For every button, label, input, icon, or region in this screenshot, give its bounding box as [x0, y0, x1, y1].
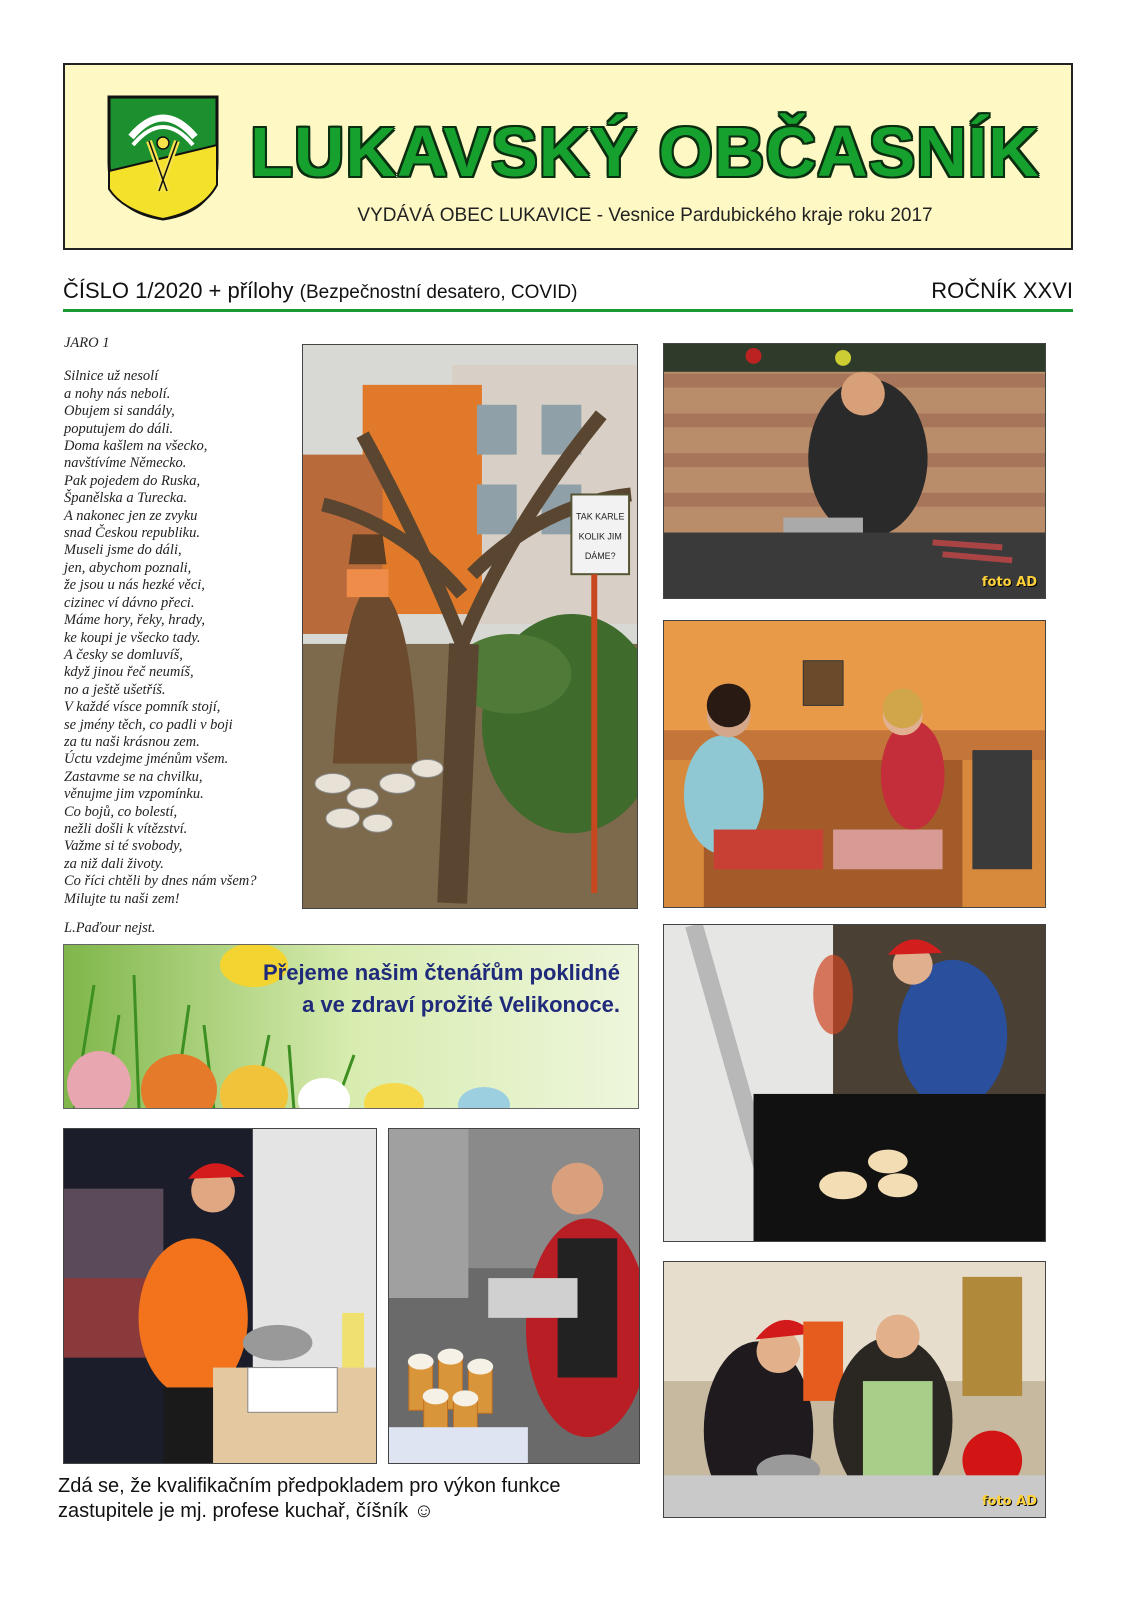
poem-line: cizinec ví dávno přeci.	[64, 594, 195, 611]
poem-line: Španělska a Turecka.	[64, 490, 188, 507]
poem-title: JARO 1	[64, 335, 110, 351]
newsletter-subtitle: VYDÁVÁ OBEC LUKAVICE - Vesnice Pardubického kraje roku 2017	[357, 205, 933, 226]
photo-credit: foto AD	[981, 1494, 1037, 1509]
photo-credit: foto AD	[981, 575, 1037, 590]
issue-volume: ROČNÍK XXVI	[931, 278, 1073, 303]
svg-text:TAK KARLE: TAK KARLE	[575, 511, 625, 522]
poem-line: nežli došli k vítězství.	[64, 820, 188, 837]
photo-caption	[58, 1474, 658, 1524]
photo-orange-vest	[63, 1128, 377, 1464]
issue-attachments: (Bezpečnostní desatero, COVID)	[299, 282, 578, 303]
poem-line: no a ještě ušetříš.	[64, 681, 166, 698]
poem-line: ke koupi je všecko tady.	[64, 629, 201, 646]
poem-line: Doma kašlem na všecko,	[64, 438, 208, 455]
poem-line: věnujme jim vzpomínku.	[64, 786, 204, 803]
poem-line: Važme si té svobody,	[64, 838, 183, 855]
poem-line: jen, abychom poznali,	[64, 559, 192, 576]
poem-line: Obujem si sandály,	[64, 403, 175, 420]
easter-greeting	[263, 957, 620, 1021]
easter-greeting-line2: a ve zdraví prožité Velikonoce.	[302, 992, 620, 1017]
poem-line: Milujte tu naši zem!	[64, 890, 180, 907]
poem-line: V každé vísce pomník stojí,	[64, 699, 221, 716]
poem-line: se jmény těch, co padli v boji	[64, 716, 233, 733]
poem-line: navštívíme Německo.	[64, 455, 187, 472]
photo-santa-cooks	[663, 1261, 1046, 1518]
issue-line	[63, 278, 1073, 312]
poem-line: že jsou u nás hezké věci,	[64, 577, 205, 594]
svg-text:KOLIK JIM: KOLIK JIM	[578, 531, 622, 542]
poem-line: snad Českou republiku.	[64, 525, 200, 542]
caption-line1: Zdá se, že kvalifikačním předpokladem pro výkon funkce	[58, 1475, 561, 1497]
photo-beer-waiter	[388, 1128, 640, 1464]
photo-grill	[663, 343, 1046, 599]
masthead	[63, 63, 1073, 250]
caption-line2: zastupitele je mj. profese kuchař, číšník ☺	[58, 1500, 435, 1522]
poem-line: A česky se domluvíš,	[64, 646, 183, 663]
easter-banner	[63, 944, 639, 1109]
poem-line: Silnice už nesolí	[64, 368, 159, 385]
poem-author: L.Paďour nejst.	[64, 920, 156, 936]
poem-line: Pak pojedem do Ruska,	[64, 472, 201, 489]
easter-greeting-line1: Přejeme našim čtenářům poklidné	[262, 960, 620, 985]
poem-line: Máme hory, řeky, hrady,	[64, 612, 205, 629]
poem-line: za tu naši krásnou zem.	[64, 733, 200, 750]
poem-line: Zastavme se na chvilku,	[64, 768, 203, 785]
photo-tree-statue	[302, 344, 638, 909]
poem-line: Co říci chtěli by dnes nám všem?	[64, 873, 257, 890]
poem-line: Museli jsme do dáli,	[64, 542, 182, 559]
poem-line: když jinou řeč neumíš,	[64, 664, 194, 681]
poem-line: a nohy nás nebolí.	[64, 385, 171, 402]
newsletter-title: LUKAVSKÝ OBČASNÍK	[250, 113, 1040, 191]
village-coat-of-arms-icon	[103, 93, 223, 223]
poem-line: Co bojů, co bolestí,	[64, 803, 178, 820]
photo-pancakes	[663, 924, 1046, 1242]
poem	[64, 335, 296, 937]
issue-number-text: ČÍSLO 1/2020 + přílohy	[63, 278, 294, 303]
poem-line: A nakonec jen ze zvyku	[64, 507, 198, 524]
issue-number	[63, 278, 577, 304]
poem-line: Úctu vzdejme jménům všem.	[64, 751, 229, 768]
svg-text:DÁME?: DÁME?	[584, 551, 616, 562]
photo-kitchen	[663, 620, 1046, 908]
poem-line: poputujem do dáli.	[64, 420, 174, 437]
poem-line: za niž dali životy.	[64, 855, 164, 872]
poem-lines	[64, 368, 296, 908]
